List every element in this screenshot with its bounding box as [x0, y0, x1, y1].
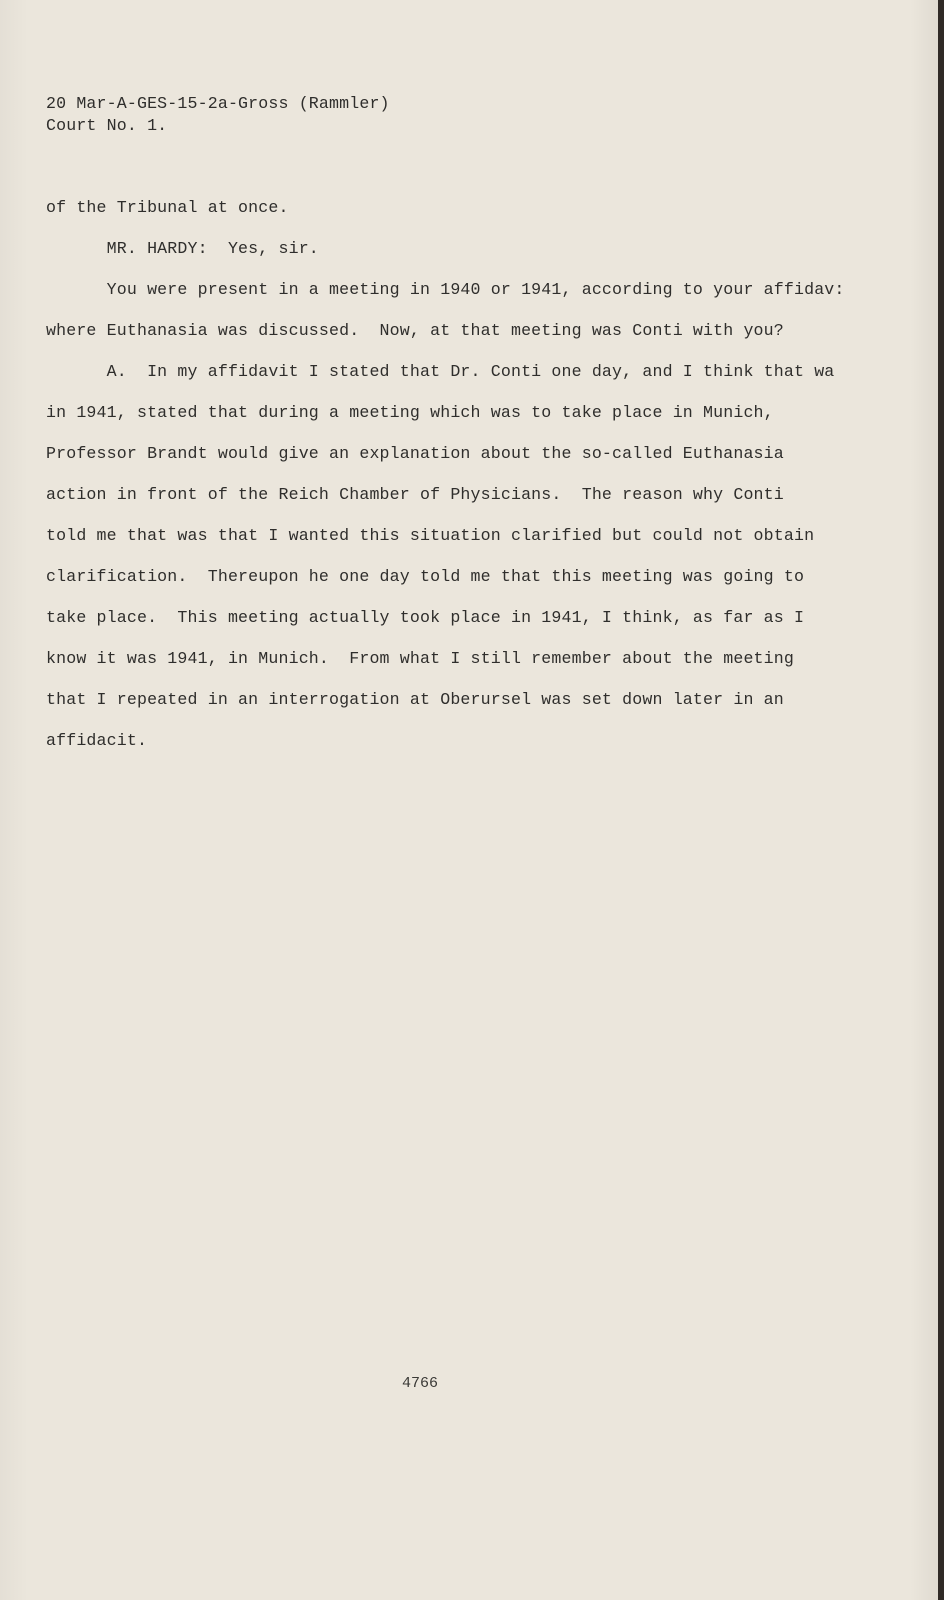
transcript-line: of the Tribunal at once.	[46, 198, 289, 217]
header-court-number: Court No. 1.	[46, 116, 168, 135]
transcript-line: MR. HARDY: Yes, sir.	[46, 239, 319, 258]
transcript-line: that I repeated in an interrogation at Oberursel was set down later in an	[46, 690, 784, 709]
page-number: 4766	[402, 1375, 439, 1392]
transcript-line: where Euthanasia was discussed. Now, at that meeting was Conti with you?	[46, 321, 784, 340]
transcript-line: A. In my affidavit I stated that Dr. Conti one day, and I think that wa	[46, 362, 835, 381]
transcript-line: in 1941, stated that during a meeting which was to take place in Munich,	[46, 403, 774, 422]
transcript-line: action in front of the Reich Chamber of Physicians. The reason why Conti	[46, 485, 784, 504]
transcript-line: You were present in a meeting in 1940 or 1941, according to your affidav:	[46, 280, 845, 299]
transcript-line: take place. This meeting actually took place in 1941, I think, as far as I	[46, 608, 805, 627]
transcript-line: clarification. Thereupon he one day told me that this meeting was going to	[46, 567, 805, 586]
transcript-line: told me that was that I wanted this situation clarified but could not obtain	[46, 526, 815, 545]
page-edge-shadow	[938, 0, 944, 1600]
transcript-line: Professor Brandt would give an explanation about the so-called Euthanasia	[46, 444, 784, 463]
transcript-line: affidacit.	[46, 731, 148, 750]
transcript-line: know it was 1941, in Munich. From what I still remember about the meeting	[46, 649, 794, 668]
header-case-reference: 20 Mar-A-GES-15-2a-Gross (Rammler)	[46, 94, 390, 113]
